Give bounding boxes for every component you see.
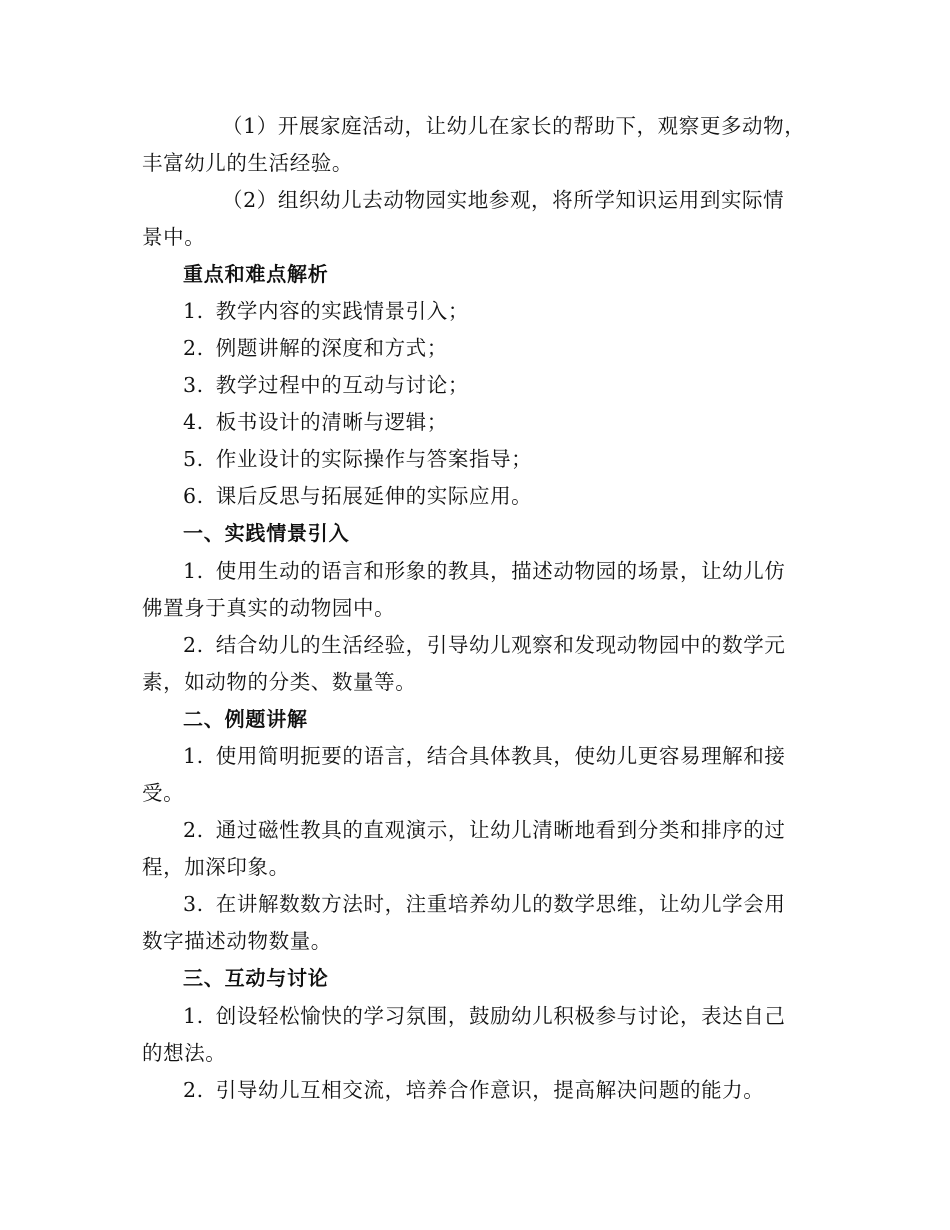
key-point-item: [183, 446, 532, 472]
key-point-item: [183, 483, 532, 509]
list-text: 使用简明扼要的语言，结合具体教具，使幼儿更容易理解和接: [215, 744, 786, 768]
list-number: 3.: [183, 373, 204, 397]
list-text: 例题讲解的深度和方式；: [215, 336, 448, 360]
key-point-item: [183, 298, 469, 324]
list-text: 在讲解数数方法时，注重培养幼儿的数学思维，让幼儿学会用: [215, 892, 786, 916]
list-text: 作业设计的实际操作与答案指导；: [215, 447, 533, 471]
list-text: 教学内容的实践情景引入；: [215, 299, 469, 323]
section3-item-1-line1: [183, 1003, 785, 1029]
list-text: 板书设计的清晰与逻辑；: [215, 410, 448, 434]
list-text: 结合幼儿的生活经验，引导幼儿观察和发现动物园中的数学元: [215, 633, 786, 657]
list-text: 使用生动的语言和形象的教具，描述动物园的场景，让幼儿仿: [215, 559, 786, 583]
key-point-item: [183, 409, 448, 435]
list-text: 课后反思与拓展延伸的实际应用。: [215, 484, 533, 508]
section3-item-2-line1: [183, 1077, 764, 1103]
key-point-item: [183, 335, 448, 361]
section2-item-2-line2: 程，加深印象。: [142, 855, 290, 879]
list-number: 1.: [183, 559, 204, 583]
section2-item-3-line2: 数字描述动物数量。: [142, 929, 332, 953]
home-activity-2-line1: （2）组织幼儿去动物园实地参观，将所学知识运用到实际情: [222, 188, 785, 212]
list-text: 教学过程中的互动与讨论；: [215, 373, 469, 397]
section2-item-3-line1: [183, 891, 785, 917]
home-activity-1-line2: 丰富幼儿的生活经验。: [142, 151, 353, 175]
list-number: 2.: [183, 818, 204, 842]
section3-item-1-line2: 的想法。: [142, 1041, 227, 1065]
section2-item-2-line1: [183, 817, 785, 843]
section2-item-1-line2: 受。: [142, 781, 185, 805]
list-text: 通过磁性教具的直观演示，让幼儿清晰地看到分类和排序的过: [215, 818, 786, 842]
list-number: 1.: [183, 299, 204, 323]
section2-item-1-line1: [183, 743, 785, 769]
section1-item-2-line2: 素，如动物的分类、数量等。: [142, 670, 417, 694]
list-text: 引导幼儿互相交流，培养合作意识，提高解决问题的能力。: [215, 1078, 765, 1102]
home-activity-1-line1: （1）开展家庭活动，让幼儿在家长的帮助下，观察更多动物，: [222, 114, 806, 138]
list-number: 1.: [183, 1004, 204, 1028]
section3-heading: 三、互动与讨论: [183, 966, 329, 990]
section2-heading: 二、例题讲解: [183, 707, 308, 731]
list-number: 1.: [183, 744, 204, 768]
section1-item-1-line2: 佛置身于真实的动物园中。: [142, 596, 396, 620]
key-points-heading: 重点和难点解析: [183, 262, 329, 286]
section1-item-1-line1: [183, 558, 785, 584]
list-number: 2.: [183, 1078, 204, 1102]
section1-item-2-line1: [183, 632, 785, 658]
list-number: 6.: [183, 484, 204, 508]
list-number: 2.: [183, 633, 204, 657]
section1-heading: 一、实践情景引入: [183, 521, 350, 545]
key-point-item: [183, 372, 469, 398]
list-number: 2.: [183, 336, 204, 360]
list-number: 3.: [183, 892, 204, 916]
home-activity-2-line2: 景中。: [142, 225, 206, 249]
list-number: 5.: [183, 447, 204, 471]
list-number: 4.: [183, 410, 204, 434]
list-text: 创设轻松愉快的学习氛围，鼓励幼儿积极参与讨论，表达自己: [215, 1004, 786, 1028]
